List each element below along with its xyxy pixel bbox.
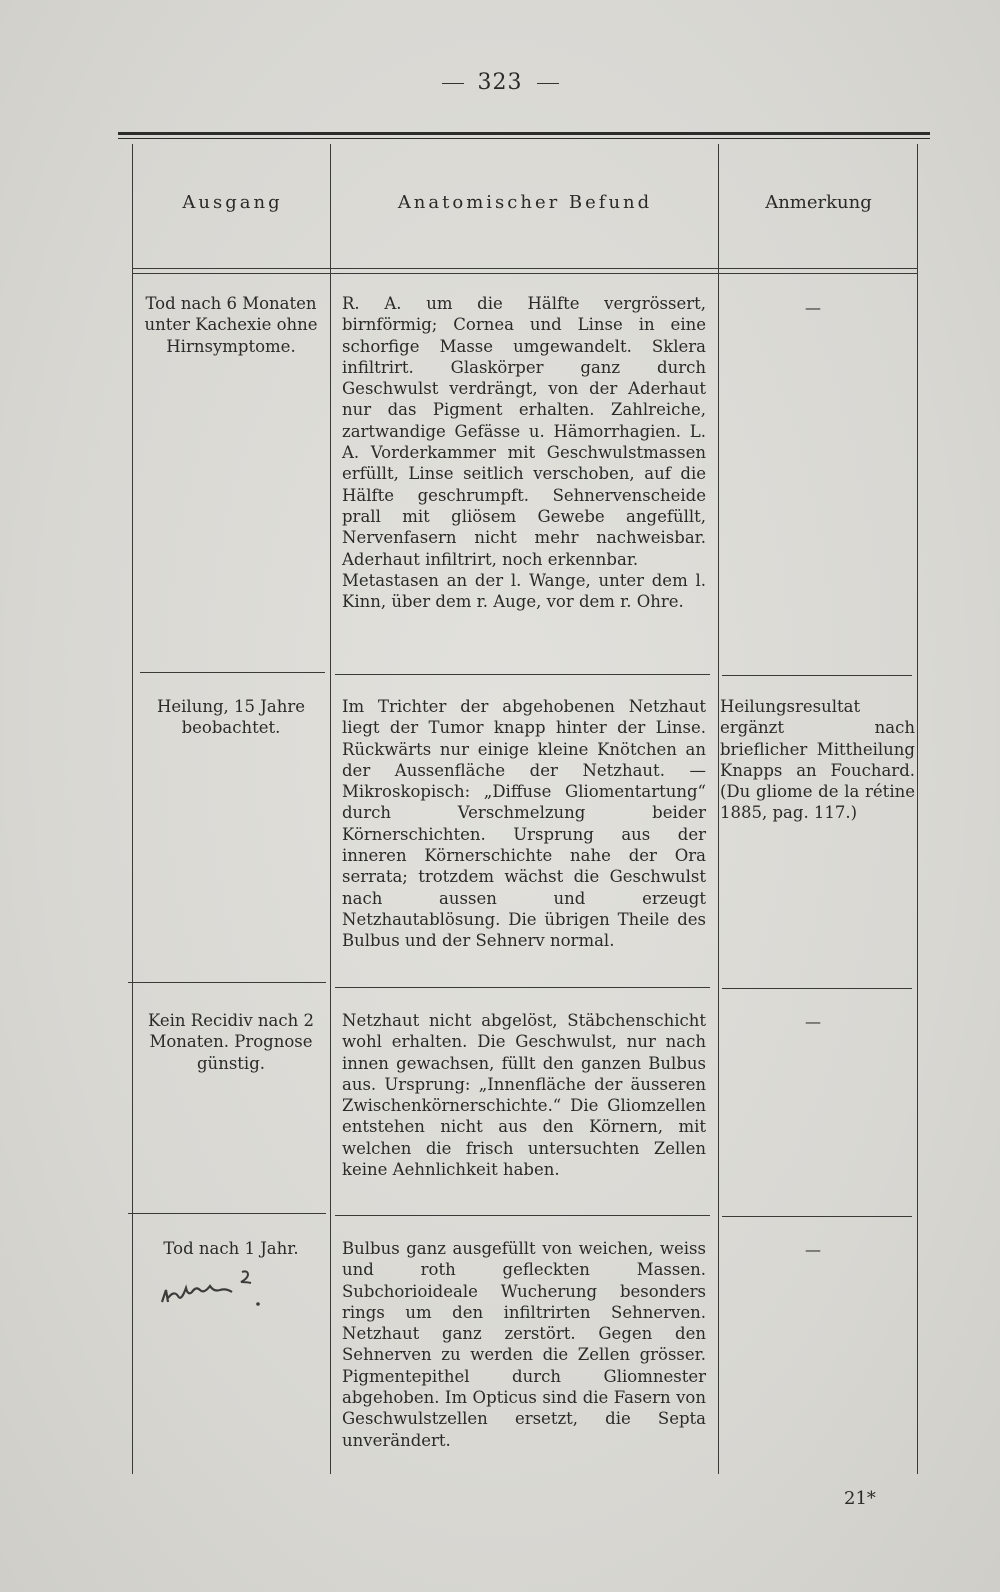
col-line-2 — [718, 144, 719, 1474]
row3-ausgang: Kein Recidiv nach 2 Monaten. Prognose günstig. — [148, 1011, 314, 1073]
row-divider-3c — [722, 1216, 912, 1217]
row4-befund: Bulbus ganz ausgefüllt von weichen, weiss und roth gefleckten Massen. Subchorioideale Wucherung besonders rings um den infiltrirten Sehnerven. Netzhaut ganz zerstört. Gegen den Sehnerven zu werden die Zellen grösser. Pigmentepithel durch Gliomnester abgehoben. Im Opticus sind die Fasern von Geschwulstzellen ersetzt, die Septa unverändert. — [342, 1239, 706, 1450]
header-dash-left — [442, 83, 464, 84]
header-dash-right — [537, 83, 559, 84]
row1-befund-text: R. A. um die Hälfte vergrössert, birnförmig; Cornea und Linse in eine schorfige Masse umgewandelt. Sklera infiltrirt. Glaskörper ganz durch Geschwulst verdrängt, von der Aderhaut nur das Pigment erhalten. Zahlreiche, zartwandige Gefässe u. Hämorrhagien. L. A. Vorderkammer mit Geschwulstmassen erfüllt, Linse seitlich verschoben, auf die Hälfte geschrumpft. Sehnervenscheide prall mit gliösem Gewebe angefüllt, Nervenfasern nicht mehr nachweisbar. Aderhaut infiltrirt, noch erkennbar. — [342, 294, 706, 569]
page-header — [0, 70, 1000, 95]
page-number: 323 — [477, 70, 523, 95]
row1-befund — [342, 293, 706, 612]
row-divider-3a — [128, 1213, 326, 1214]
table-top-rule — [118, 132, 930, 135]
col-line-right — [917, 144, 918, 1474]
row-divider-3b — [335, 1215, 710, 1216]
header-rule-1 — [132, 268, 917, 269]
table-top-rule-thin — [118, 138, 930, 139]
row2-befund: Im Trichter der abgehobenen Netzhaut liegt der Tumor knapp hinter der Linse. Rückwärts nur einige kleine Knötchen an der Aussenfläche der Netzhaut. — Mikroskopisch: „Diffuse Gliomentartung“ durch Verschmelzung beider Körnerschichten. Ursprung aus der inneren Körnerschichte nahe der Ora serrata; trotzdem wächst die Geschwulst nach aussen und erzeugt Netzhautablösung. Die übrigen Theile des Bulbus und der Sehnerv normal. — [342, 697, 706, 951]
row1-anmerkung: — — [805, 298, 821, 317]
row-divider-2c — [722, 988, 912, 989]
row3-anmerkung: — — [805, 1012, 821, 1031]
col-line-1 — [330, 144, 331, 1474]
header-befund: Anatomischer Befund — [397, 192, 653, 213]
header-anmerkung: Anmerkung — [765, 192, 872, 213]
row1-ausgang: Tod nach 6 Monaten unter Kachexie ohne Hirnsymptome. — [144, 294, 318, 356]
header-rule-2 — [132, 273, 917, 274]
row2-anmerkung: Heilungsresultat ergänzt nach brieflicher Mittheilung Knapps an Fouchard. (Du gliome de la rétine 1885, pag. 117.) — [720, 697, 915, 823]
row2-ausgang: Heilung, 15 Jahre beobachtet. — [157, 697, 305, 738]
handwritten-annotation — [158, 1268, 268, 1312]
row-divider-1c — [722, 675, 912, 676]
row-divider-1a — [140, 672, 325, 673]
header-ausgang: Ausgang — [182, 192, 283, 213]
row-divider-1b — [335, 674, 710, 675]
row4-anmerkung: — — [805, 1240, 821, 1259]
row3-befund: Netzhaut nicht abgelöst, Stäbchenschicht wohl erhalten. Die Geschwulst, nur nach innen gewachsen, füllt den ganzen Bulbus aus. Ursprung: „Innenfläche der äusseren Zwischenkörnerschichte.“ Die Gliomzellen entstehen nicht aus den Körnern, mit welchen die frisch untersuchten Zellen keine Aehnlichkeit haben. — [342, 1011, 706, 1180]
row-divider-2b — [335, 987, 710, 988]
row1-befund-metastasen: Metastasen an der l. Wange, unter dem l. Kinn, über dem r. Auge, vor dem r. Ohre. — [342, 570, 706, 612]
page-signature: 21* — [844, 1488, 876, 1509]
row-divider-2a — [128, 982, 326, 983]
row4-ausgang: Tod nach 1 Jahr. — [163, 1239, 299, 1258]
